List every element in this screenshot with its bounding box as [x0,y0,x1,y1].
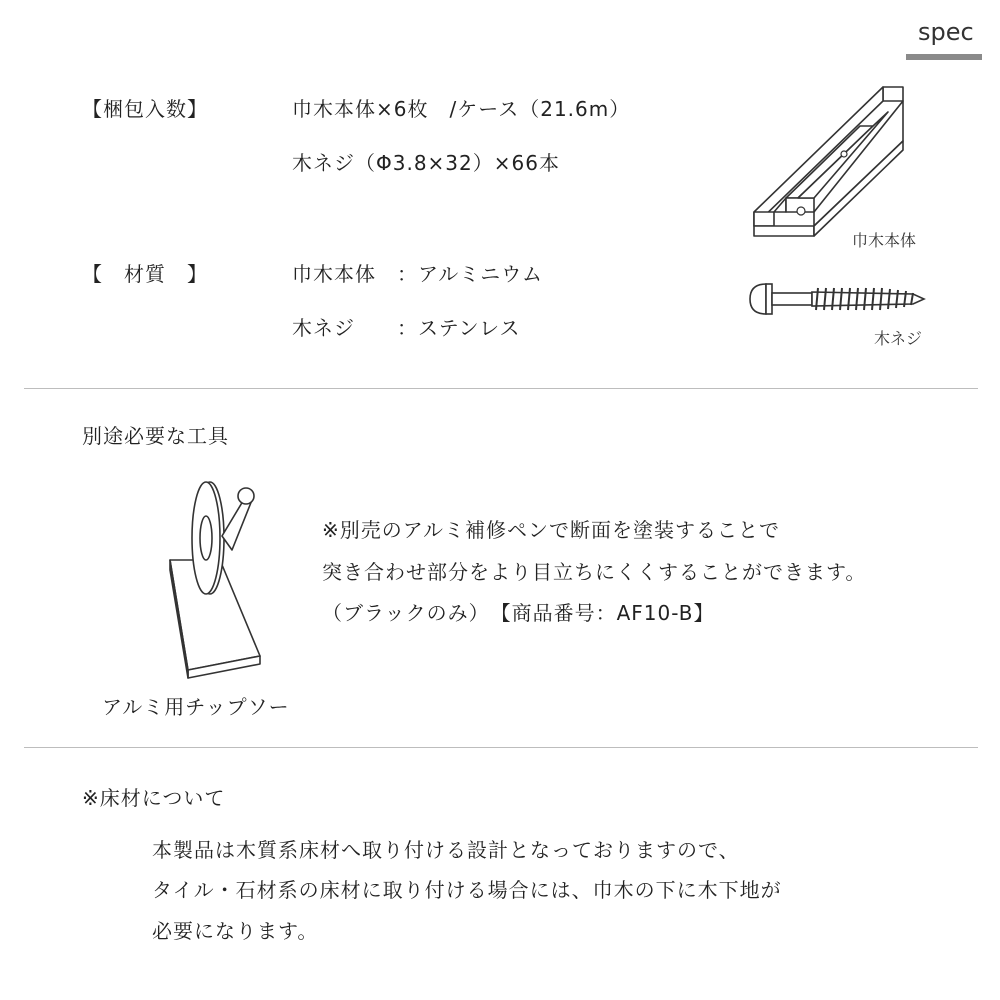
floor-note-line-1: 本製品は木質系床材へ取り付ける設計となっておりますので、 [152,838,740,862]
material-line-1: 巾木本体 ：アルミニウム [292,262,543,286]
rail-caption: 巾木本体 [852,231,917,250]
section-divider [24,747,978,748]
tools-note-line-1: ※別売のアルミ補修ペンで断面を塗装することで [322,518,780,542]
tools-note-line-3: （ブラックのみ） 【商品番号：AF10-B】 [322,601,715,625]
chip-saw-illustration [160,478,270,678]
material-label: 【 材質 】 [82,262,208,286]
packing-line-1: 巾木本体×6枚 /ケース（21.6m） [292,97,631,121]
screw-caption: 木ネジ [874,329,923,348]
baseboard-rail-illustration [748,84,918,244]
packing-label: 【梱包入数】 [82,97,208,121]
floor-note-line-3: 必要になります。 [152,919,319,943]
tools-note-line-2: 突き合わせ部分をより目立ちにくくすることができます。 [322,560,867,584]
floor-note-line-2: タイル・石材系の床材に取り付ける場合には、巾木の下に木下地が [152,878,782,902]
packing-line-2: 木ネジ（Φ3.8×32）×66本 [292,151,560,175]
spec-tag: spec [918,18,974,46]
chip-saw-caption: アルミ用チップソー [102,695,290,719]
section-divider [24,388,978,389]
wood-screw-illustration [748,280,928,320]
spec-underline [906,54,982,60]
floor-section-title: ※床材について [82,786,226,810]
tools-section-title: 別途必要な工具 [82,424,229,448]
material-line-2: 木ネジ ：ステンレス [292,316,521,340]
